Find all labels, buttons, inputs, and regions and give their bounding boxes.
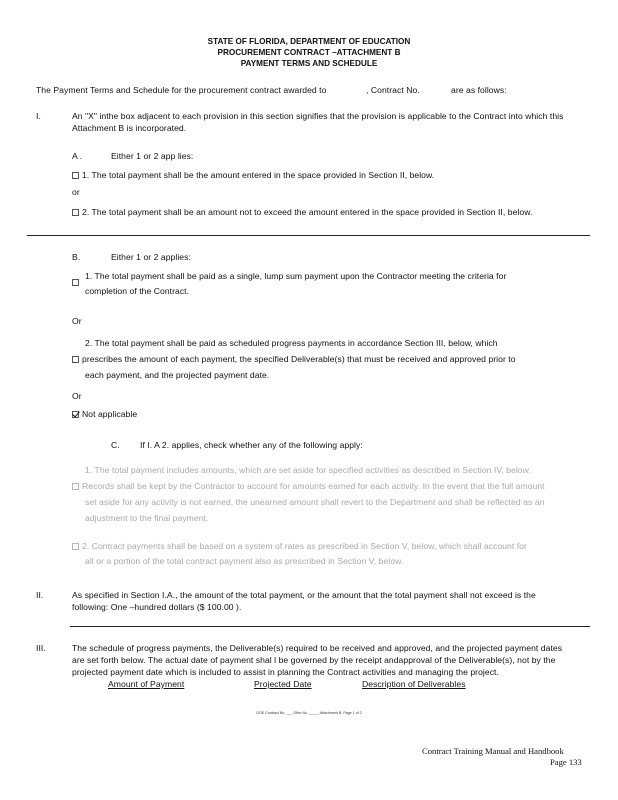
checkbox-not-applicable-checked[interactable] <box>72 411 79 418</box>
option-a1[interactable] <box>72 170 434 180</box>
option-c1[interactable] <box>72 481 545 491</box>
or-separator-a: or <box>72 187 80 197</box>
section-b-text: Either 1 or 2 applies: <box>111 252 191 262</box>
option-c1-line-1: 1. The total payment includes amounts, which are set aside for specified activities as described in Section IV, below. <box>85 465 531 475</box>
checkbox-a2[interactable] <box>72 209 79 216</box>
checkbox-a1[interactable] <box>72 172 79 179</box>
divider-2 <box>70 626 590 627</box>
option-c2-line-2: all or a portion of the total contract payment also as prescribed in Section V, below. <box>85 556 404 566</box>
or-separator-b2: Or <box>72 391 82 401</box>
section-c-text: If I. A 2. applies, check whether any of the following apply: <box>140 440 363 450</box>
checkbox-b1-box[interactable] <box>72 279 79 286</box>
option-b2-line-2: prescribes the amount of each payment, the specified Deliverable(s) that must be received and approved prior to <box>82 354 516 364</box>
header-line-2: PROCUREMENT CONTRACT –ATTACHMENT B <box>217 48 401 57</box>
checkbox-b2[interactable] <box>72 356 79 363</box>
column-header-date: Projected Date <box>254 679 312 689</box>
option-b2-line-1: 2. The total payment shall be paid as scheduled progress payments in accordance Section III, below, which <box>85 338 498 348</box>
option-c1-line-3: set aside for any activity is not earned, the unearned amount shall revert to the Department and shall be reflected as an <box>85 497 545 507</box>
section-3-numeral: III. <box>36 643 46 653</box>
section-1-line-2: Attachment B is incorporated. <box>72 123 187 133</box>
footer-manual: Contract Training Manual and Handbook <box>422 746 564 756</box>
section-b-label: B. <box>72 252 81 262</box>
section-1-line-1: An "X" inthe box adjacent to each provision in this section signifies that the provision is applicable to the Contract into which this <box>72 111 564 121</box>
intro-text: The Payment Terms and Schedule for the procurement contract awarded to <box>36 85 327 95</box>
divider-1 <box>27 235 590 236</box>
option-c2[interactable] <box>72 541 527 551</box>
section-2-line-2: following: One –hundred dollars ($ 100.00 ). <box>72 602 242 612</box>
option-a2-label: 2. The total payment shall be an amount not to exceed the amount entered in the space provided in Section II, below. <box>82 207 533 217</box>
checkbox-b1[interactable] <box>72 277 82 287</box>
section-3-line-2: are set forth below. The actual date of payment shal l be governed by the receipt andapproval of the Deliverable(s), not by the <box>72 655 556 665</box>
header-line-1: STATE OF FLORIDA, DEPARTMENT OF EDUCATION <box>207 37 411 46</box>
option-c2-line-1: 2. Contract payments shall be based on a system of rates as prescribed in Section V, below, which shall account for <box>82 541 527 551</box>
option-b2[interactable] <box>72 354 516 364</box>
option-not-applicable-label: Not applicable <box>82 409 138 419</box>
section-c-label: C. <box>111 440 120 450</box>
option-b1-line-2: completion of the Contract. <box>85 286 190 296</box>
footer-page-number: Page 133 <box>550 757 582 767</box>
option-a1-label: 1. The total payment shall be the amount entered in the space provided in Section II, below. <box>82 170 435 180</box>
checkbox-c1[interactable] <box>72 483 79 490</box>
column-header-amount: Amount of Payment <box>108 679 185 689</box>
section-2-line-1: As specified in Section I.A., the amount of the total payment, or the amount that the total payment shall not exceed is the <box>72 590 536 600</box>
section-a-label: A . <box>72 151 83 161</box>
form-reference: DOE Contract No. ___ Offer No. _____ Attachment B, Page 1 of 2 <box>256 711 362 715</box>
checkbox-c2[interactable] <box>72 543 79 550</box>
section-3-line-1: The schedule of progress payments, the Deliverable(s) required to be received and approved, and the projected payment dates <box>72 643 563 653</box>
option-b1-line-1: 1. The total payment shall be paid as a single, lump sum payment upon the Contractor meeting the criteria for <box>85 271 507 281</box>
intro-contract-no: , Contract No. <box>366 85 420 95</box>
section-1-numeral: I. <box>36 111 41 121</box>
option-c1-line-4: adjustment to the final payment. <box>85 513 209 523</box>
column-header-description: Description of Deliverables <box>362 679 466 689</box>
header-line-3: PAYMENT TERMS AND SCHEDULE <box>240 59 378 68</box>
section-a-text: Either 1 or 2 app lies: <box>111 151 194 161</box>
section-2-numeral: II. <box>36 590 44 600</box>
intro-tail: are as follows: <box>451 85 507 95</box>
section-3-line-3: projected payment date which is included to assist in planning the Contract activities and managing the project. <box>72 667 499 677</box>
option-b2-line-3: each payment, and the projected payment date. <box>85 370 270 380</box>
option-a2[interactable] <box>72 207 532 217</box>
option-not-applicable[interactable] <box>72 409 137 419</box>
or-separator-b1: Or <box>72 316 82 326</box>
option-c1-line-2: Records shall be kept by the Contractor to account for amounts earned for each activity. In the event that the full amount <box>82 481 545 491</box>
